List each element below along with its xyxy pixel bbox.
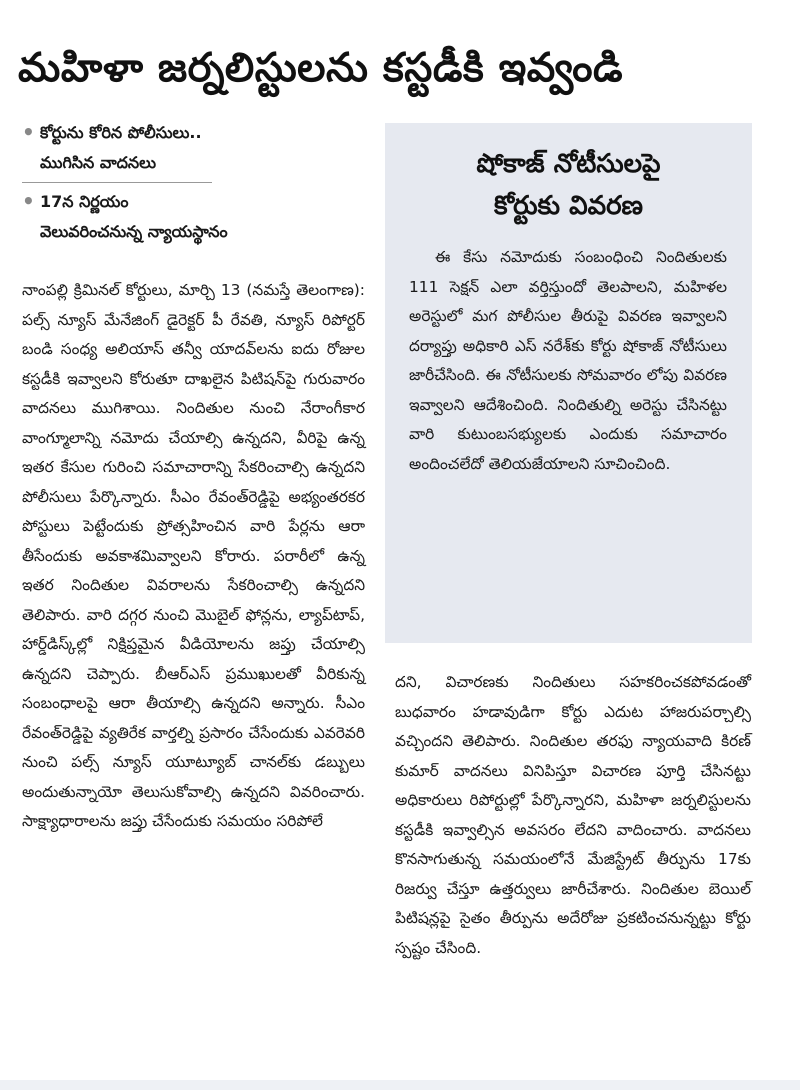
bullet-line: వెలువరించనున్న న్యాయస్థానం bbox=[40, 222, 228, 241]
article-paragraph: దని, విచారణకు నిందితులు సహకరించకపోవడంతో బుధవారం హడావుడిగా కోర్టు ఎదుట హాజరుపర్చాల్సి వచ్చిందని తెలిపారు. నిందితుల తరఫు న్యాయవాది కిరణ్‌ కుమార్‌ వాదనలు వినిపిస్తూ విచారణ పూర్తి చేసినట్టు అధికారులు రిపోర్టుల్లో పేర్కొన్నారని, మహిళా జర్నలిస్టులను కస్టడీకి ఇవ్వాల్సిన అవసరం లేదని వాదించారు. వాదనలు కొనసాగుతున్న సమయంలోనే మేజిస్ట్రేట్‌ తీర్పును 17కు రిజర్వు చేస్తూ ఉత్తర్వులు జారీచేశారు. నిందితుల బెయిల్‌ పిటిషన్లపై సైతం తీర్పును అదేరోజు ప్రకటించనున్నట్టు కోర్టు స్పష్టం చేసింది. bbox=[395, 673, 751, 957]
article-paragraph: నాంపల్లి క్రిమినల్‌ కోర్టులు, మార్చి 13 (నమస్తే తెలంగాణ): పల్స్‌ న్యూస్‌ మేనేజింగ్‌ డైరెక్టర్‌ పీ రేవతి, న్యూస్‌ రిపోర్టర్‌ బండి సంధ్య అలియాస్‌ తన్వీ యాదవ్‌లను ఐదు రోజుల కస్టడీకి ఇవ్వాలని కోరుతూ దాఖలైన పిటిషన్‌పై గురువారం వాదనలు ముగిశాయి. నిందితుల నుంచి నేరాంగీకార వాంగ్మూలాన్ని నమోదు చేయాల్సి ఉన్నదని, వీరిపై ఉన్న ఇతర కేసుల గురించి సమాచారాన్ని సేకరించాల్సి ఉన్నదని పోలీసులు పేర్కొన్నారు. సీఎం రేవంత్‌రెడ్డిపై అభ్యంతరకర పోస్టులు పెట్టేందుకు ప్రోత్సహించిన వారి పేర్లను ఆరా తీసేందుకు అవకాశమివ్వాలని కోరారు. పరారీలో ఉన్న ఇతర నిందితుల వివరాలను సేకరించాల్సి ఉన్నదని తెలిపారు. వారి దగ్గర నుంచి మొబైల్‌ ఫోన్లను, ల్యాప్‌టాప్‌, హార్డ్‌డిస్క్‌ల్లో నిక్షిప్తమైన వీడియోలను జప్తు చేయాల్సి ఉన్నదని చెప్పారు. బీఆర్‌ఎస్‌ ప్రముఖులతో వీరికున్న సంబంధాలపై ఆరా తీయాల్సి ఉన్నదని అన్నారు. సీఎం రేవంత్‌రెడ్డిపై వ్యతిరేక వార్తల్ని ప్రసారం చేసేందుకు ఎవరెవరి నుంచి పల్స్‌ న్యూస్‌ యూట్యూబ్‌ చానల్‌కు డబ్బులు అందుతున్నాయో తెలుసుకోవాల్సి ఉన్నదని వివరించారు. సాక్ష్యాధారాలను జప్తు చేసేందుకు సమయం సరిపోలే bbox=[22, 281, 365, 830]
article-right-column bbox=[395, 668, 751, 963]
sidebar-box bbox=[385, 123, 752, 643]
summary-bullets bbox=[22, 118, 228, 247]
bullet-item bbox=[22, 187, 228, 247]
page-bottom-strip bbox=[0, 1080, 800, 1090]
bullet-item bbox=[22, 118, 212, 178]
bullet-dot-icon: • bbox=[22, 120, 35, 144]
box-title-line: కోర్టుకు వివరణ bbox=[494, 191, 643, 221]
bullet-line: 17న నిర్ణయం bbox=[40, 192, 129, 211]
bullet-line: కోర్టును కోరిన పోలీసులు.. bbox=[40, 123, 202, 142]
bullet-divider bbox=[22, 182, 212, 183]
box-paragraph: ఈ కేసు నమోదుకు సంబంధించి నిందితులకు 111 సెక్షన్‌ ఎలా వర్తిస్తుందో తెలపాలని, మహిళల అరెస్టులో మగ పోలీసుల తీరుపై వివరణ ఇవ్వాలని దర్యాప్తు అధికారి ఎస్‌ నరేశ్‌కు కోర్టు షోకాజ్‌ నోటీసులు జారీచేసింది. ఈ నోటీసులకు సోమవారం లోపు వివరణ ఇవ్వాలని ఆదేశించింది. నిందితుల్ని అరెస్టు చేసినట్టు వారి కుటుంబసభ్యులకు ఎందుకు సమాచారం అందించలేదో తెలియజేయాలని సూచించింది. bbox=[409, 248, 727, 473]
box-title-line: షోకాజ్‌ నోటీసులపై bbox=[476, 149, 661, 179]
bullet-line: ముగిసిన వాదనలు bbox=[40, 153, 157, 172]
bullet-dot-icon: • bbox=[22, 189, 35, 213]
article-left-column bbox=[22, 276, 365, 837]
box-body bbox=[409, 243, 727, 479]
headline: మహిళా జర్నలిస్టులను కస్టడీకి ఇవ్వండి bbox=[18, 45, 624, 91]
box-title bbox=[385, 143, 752, 227]
